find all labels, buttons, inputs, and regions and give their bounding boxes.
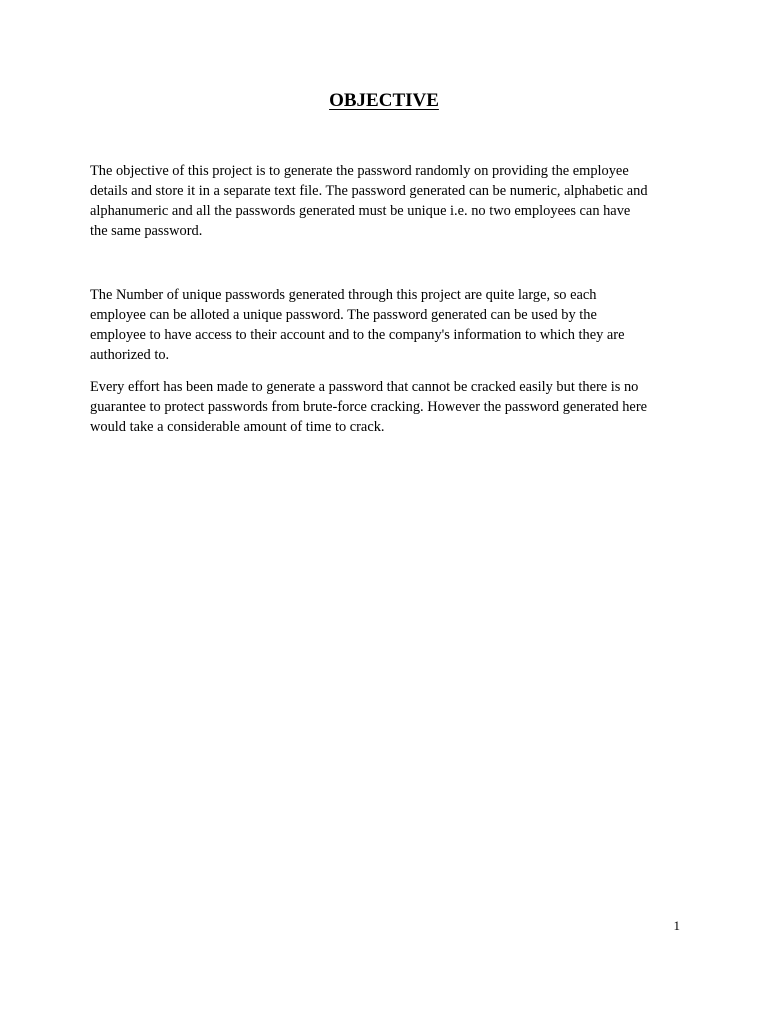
paragraph-line: alphanumeric and all the passwords generated must be unique i.e. no two employees can have <box>90 203 631 219</box>
paragraph-line: guarantee to protect passwords from brute-force cracking. However the password generated here <box>90 399 647 415</box>
paragraph-objective <box>90 161 690 241</box>
paragraph-line: authorized to. <box>90 347 170 363</box>
paragraph-line: Every effort has been made to generate a password that cannot be cracked easily but there is no <box>90 379 639 395</box>
page-title: OBJECTIVE <box>329 90 439 111</box>
paragraph-line: employee to have access to their account and to the company's information to which they are <box>90 327 625 343</box>
paragraph-security <box>90 377 690 437</box>
paragraph-line: employee can be alloted a unique password. The password generated can be used by the <box>90 307 597 323</box>
paragraph-line: details and store it in a separate text file. The password generated can be numeric, alphabetic and <box>90 183 648 199</box>
paragraph-line: The Number of unique passwords generated through this project are quite large, so each <box>90 287 597 303</box>
page-number: 1 <box>673 918 680 933</box>
paragraph-line: would take a considerable amount of time to crack. <box>90 419 385 435</box>
paragraph-line: the same password. <box>90 223 203 239</box>
paragraph-unique-passwords <box>90 285 690 365</box>
paragraph-line: The objective of this project is to generate the password randomly on providing the employee <box>90 163 629 179</box>
